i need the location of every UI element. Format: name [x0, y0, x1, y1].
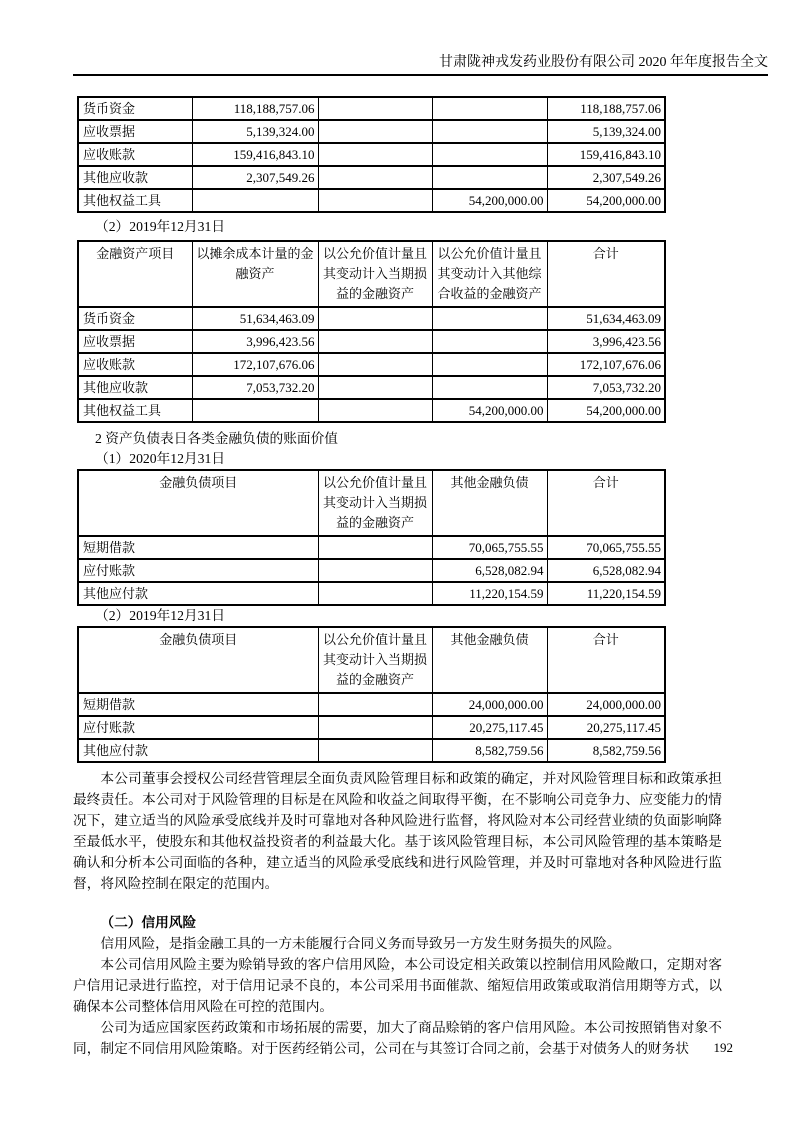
cell-total: 172,107,676.06	[547, 353, 665, 376]
table-row	[78, 716, 665, 739]
table-header-row	[78, 241, 665, 307]
financial-liabilities-2020-table	[77, 469, 666, 606]
cell-item: 应收账款	[78, 353, 192, 376]
cell-fvoci	[432, 97, 547, 120]
header-fvtpl: 以公允价值计量且其变动计入当期损益的金融资产	[318, 470, 432, 536]
cell-total: 70,065,755.55	[547, 536, 665, 559]
cell-total: 6,528,082.94	[547, 559, 665, 582]
cell-fvoci: 54,200,000.00	[432, 189, 547, 212]
cell-item: 应收票据	[78, 120, 192, 143]
cell-total: 2,307,549.26	[547, 166, 665, 189]
table-header-row	[78, 627, 665, 693]
cell-item: 应收票据	[78, 330, 192, 353]
cell-item: 应付账款	[78, 559, 318, 582]
header-total: 合计	[547, 241, 665, 307]
heading-credit-risk: （二）信用风险	[100, 915, 197, 930]
header-amortized-cost: 以摊余成本计量的金融资产	[192, 241, 318, 307]
caption-liabilities-2019: （2）2019年12月31日	[95, 608, 226, 623]
cell-fvoci	[432, 143, 547, 166]
table-row	[78, 559, 665, 582]
table-row	[78, 166, 665, 189]
header-item: 金融负债项目	[78, 470, 318, 536]
table-row	[78, 307, 665, 330]
paragraph-credit-risk-definition: 信用风险，是指金融工具的一方未能履行合同义务而导致另一方发生财务损失的风险。	[100, 936, 621, 951]
table-row	[78, 330, 665, 353]
header-item: 金融负债项目	[78, 627, 318, 693]
cell-item: 短期借款	[78, 693, 318, 716]
cell-fvtpl	[318, 307, 432, 330]
cell-item: 应收账款	[78, 143, 192, 166]
cell-item: 其他应收款	[78, 166, 192, 189]
cell-fvtpl	[318, 582, 432, 605]
caption-assets-2019: （2）2019年12月31日	[95, 219, 226, 234]
header-fvoci: 以公允价值计量且其变动计入其他综合收益的金融资产	[432, 241, 547, 307]
caption-liabilities-2020: （1）2020年12月31日	[95, 451, 226, 466]
financial-assets-2019-table	[77, 240, 666, 423]
cell-fvoci: 54,200,000.00	[432, 399, 547, 422]
cell-item: 短期借款	[78, 536, 318, 559]
cell-amortized-cost: 51,634,463.09	[192, 307, 318, 330]
cell-total: 51,634,463.09	[547, 307, 665, 330]
table-row	[78, 376, 665, 399]
cell-total: 3,996,423.56	[547, 330, 665, 353]
paragraph-risk-management: 本公司董事会授权公司经营管理层全面负责风险管理目标和政策的确定，并对风险管理目标和政策承担最终责任。本公司对于风险管理的目标是在风险和收益之间取得平衡，在不影响公司竞争力、应变能力的情况下，建立适当的风险承受底线并及时可靠地对各种风险进行监督，将风险对本公司经营业绩的负面影响降至最低水平，使股东和其他权益投资者的利益最大化。基于该风险管理目标，本公司风险管理的基本策略是确认和分析本公司面临的各种，建立适当的风险承受底线和进行风险管理，并及时可靠地对各种风险进行监督，将风险控制在限定的范围内。	[73, 771, 722, 891]
cell-total: 54,200,000.00	[547, 399, 665, 422]
cell-fvoci	[432, 120, 547, 143]
cell-fvtpl	[318, 330, 432, 353]
table-row	[78, 739, 665, 762]
paragraph-credit-risk-policy: 本公司信用风险主要为赊销导致的客户信用风险，本公司设定相关政策以控制信用风险敞口，定期对客户信用记录进行监控，对于信用记录不良的，本公司采用书面催款、缩短信用政策或取消信用期等方式，以确保本公司整体信用风险在可控的范围内。	[73, 957, 722, 1014]
cell-amortized-cost: 118,188,757.06	[192, 97, 318, 120]
cell-fvtpl	[318, 399, 432, 422]
cell-amortized-cost: 7,053,732.20	[192, 376, 318, 399]
table-row	[78, 143, 665, 166]
cell-total: 20,275,117.45	[547, 716, 665, 739]
cell-item: 其他权益工具	[78, 399, 192, 422]
cell-fvtpl	[318, 120, 432, 143]
header-fvtpl: 以公允价值计量且其变动计入当期损益的金融资产	[318, 627, 432, 693]
financial-assets-2020-table	[77, 96, 666, 213]
cell-fvtpl	[318, 536, 432, 559]
header-total: 合计	[547, 627, 665, 693]
body-text	[73, 768, 722, 1059]
cell-total: 11,220,154.59	[547, 582, 665, 605]
cell-amortized-cost: 159,416,843.10	[192, 143, 318, 166]
header-fvtpl: 以公允价值计量且其变动计入当期损益的金融资产	[318, 241, 432, 307]
table-row	[78, 353, 665, 376]
cell-item: 其他权益工具	[78, 189, 192, 212]
cell-fvoci	[432, 353, 547, 376]
cell-item: 其他应付款	[78, 582, 318, 605]
cell-fvtpl	[318, 559, 432, 582]
cell-fvtpl	[318, 97, 432, 120]
cell-total: 7,053,732.20	[547, 376, 665, 399]
cell-amortized-cost	[192, 399, 318, 422]
paragraph-credit-risk-expansion: 公司为适应国家医药政策和市场拓展的需要，加大了商品赊销的客户信用风险。本公司按照销售对象不同，制定不同信用风险策略。对于医药经销公司，公司在与其签订合同之前，会基于对债务人的财务状	[73, 1020, 722, 1056]
cell-other-liabilities: 11,220,154.59	[432, 582, 547, 605]
financial-liabilities-2019-table	[77, 626, 666, 763]
cell-amortized-cost	[192, 189, 318, 212]
cell-fvtpl	[318, 716, 432, 739]
cell-fvoci	[432, 307, 547, 330]
page-number: 192	[713, 1040, 733, 1055]
table-row	[78, 582, 665, 605]
cell-fvoci	[432, 376, 547, 399]
cell-amortized-cost: 3,996,423.56	[192, 330, 318, 353]
header-other-liabilities: 其他金融负债	[432, 627, 547, 693]
table-row	[78, 97, 665, 120]
table-row	[78, 120, 665, 143]
cell-fvoci	[432, 166, 547, 189]
cell-total: 8,582,759.56	[547, 739, 665, 762]
cell-total: 159,416,843.10	[547, 143, 665, 166]
cell-item: 其他应付款	[78, 739, 318, 762]
cell-item: 应付账款	[78, 716, 318, 739]
cell-other-liabilities: 24,000,000.00	[432, 693, 547, 716]
cell-item: 其他应收款	[78, 376, 192, 399]
cell-fvtpl	[318, 376, 432, 399]
cell-fvtpl	[318, 143, 432, 166]
table-row	[78, 693, 665, 716]
cell-amortized-cost: 172,107,676.06	[192, 353, 318, 376]
cell-item: 货币资金	[78, 307, 192, 330]
header-other-liabilities: 其他金融负债	[432, 470, 547, 536]
cell-fvoci	[432, 330, 547, 353]
section-liabilities-title: 2 资产负债表日各类金融负债的账面价值	[95, 431, 338, 446]
report-title: 甘肃陇神戎发药业股份有限公司 2020 年年度报告全文	[439, 55, 768, 70]
page-header	[73, 0, 768, 76]
table-header-row	[78, 470, 665, 536]
header-total: 合计	[547, 470, 665, 536]
cell-item: 货币资金	[78, 97, 192, 120]
cell-other-liabilities: 70,065,755.55	[432, 536, 547, 559]
cell-other-liabilities: 20,275,117.45	[432, 716, 547, 739]
cell-fvtpl	[318, 189, 432, 212]
cell-total: 118,188,757.06	[547, 97, 665, 120]
cell-amortized-cost: 5,139,324.00	[192, 120, 318, 143]
cell-total: 5,139,324.00	[547, 120, 665, 143]
cell-total: 54,200,000.00	[547, 189, 665, 212]
cell-fvtpl	[318, 166, 432, 189]
cell-other-liabilities: 8,582,759.56	[432, 739, 547, 762]
cell-fvtpl	[318, 353, 432, 376]
cell-fvtpl	[318, 693, 432, 716]
cell-amortized-cost: 2,307,549.26	[192, 166, 318, 189]
cell-fvtpl	[318, 739, 432, 762]
header-item: 金融资产项目	[78, 241, 192, 307]
table-row	[78, 536, 665, 559]
cell-total: 24,000,000.00	[547, 693, 665, 716]
table-row	[78, 189, 665, 212]
cell-other-liabilities: 6,528,082.94	[432, 559, 547, 582]
page-content	[73, 96, 722, 1059]
table-row	[78, 399, 665, 422]
